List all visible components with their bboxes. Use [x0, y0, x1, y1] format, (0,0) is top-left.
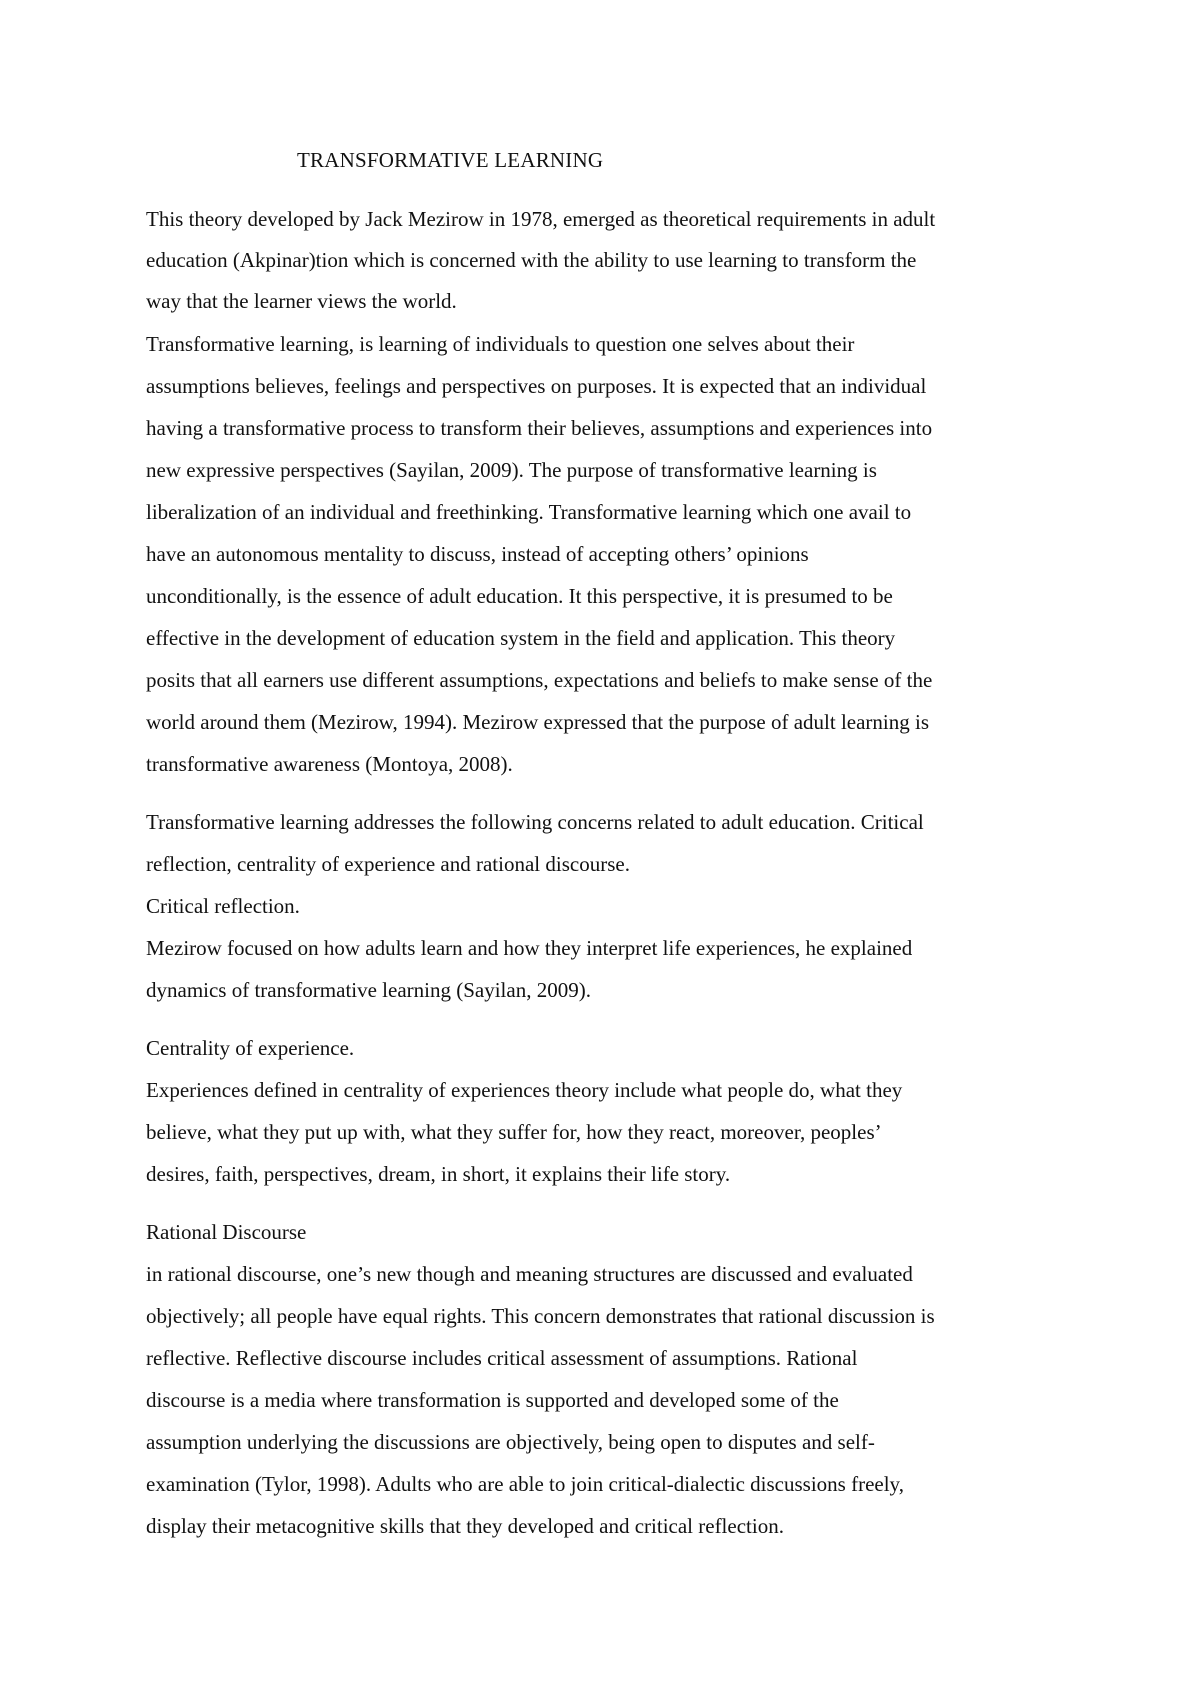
- paragraph-line: dynamics of transformative learning (Sayilan, 2009).: [146, 978, 591, 1002]
- paragraph-line: assumption underlying the discussions are objectively, being open to disputes and self-: [146, 1430, 875, 1454]
- paragraph-line: Transformative learning, is learning of individuals to question one selves about their: [146, 332, 855, 356]
- paragraph-line: This theory developed by Jack Mezirow in 1978, emerged as theoretical requirements in adult: [146, 207, 936, 231]
- paragraph-line: Experiences defined in centrality of experiences theory include what people do, what they: [146, 1078, 903, 1102]
- paragraph-line: assumptions believes, feelings and perspectives on purposes. It is expected that an individual: [146, 374, 927, 398]
- paragraph-line: way that the learner views the world.: [146, 289, 457, 313]
- document-title: TRANSFORMATIVE LEARNING: [297, 148, 604, 172]
- paragraph-line: examination (Tylor, 1998). Adults who are able to join critical-dialectic discussions freely,: [146, 1472, 904, 1496]
- paragraph-line: unconditionally, is the essence of adult education. It this perspective, it is presumed to be: [146, 584, 893, 608]
- paragraph-line: Transformative learning addresses the following concerns related to adult education. Critical: [146, 810, 924, 834]
- paragraph-line: having a transformative process to transform their believes, assumptions and experiences into: [146, 416, 933, 440]
- paragraph-line: discourse is a media where transformation is supported and developed some of the: [146, 1388, 839, 1412]
- section-heading-critical-reflection: Critical reflection.: [146, 894, 300, 918]
- section-heading-rational-discourse: Rational Discourse: [146, 1220, 307, 1244]
- paragraph-line: world around them (Mezirow, 1994). Mezirow expressed that the purpose of adult learning is: [146, 710, 930, 734]
- paragraph-line: desires, faith, perspectives, dream, in short, it explains their life story.: [146, 1162, 731, 1186]
- paragraph-line: objectively; all people have equal rights. This concern demonstrates that rational discussion is: [146, 1304, 935, 1328]
- paragraph-line: believe, what they put up with, what they suffer for, how they react, moreover, peoples’: [146, 1120, 882, 1144]
- paragraph-line: reflective. Reflective discourse includes critical assessment of assumptions. Rational: [146, 1346, 858, 1370]
- paragraph-line: reflection, centrality of experience and rational discourse.: [146, 852, 630, 876]
- paragraph-line: have an autonomous mentality to discuss, instead of accepting others’ opinions: [146, 542, 809, 566]
- paragraph-line: Mezirow focused on how adults learn and how they interpret life experiences, he explained: [146, 936, 913, 960]
- paragraph-line: education (Akpinar)tion which is concerned with the ability to use learning to transform the: [146, 248, 917, 272]
- paragraph-line: display their metacognitive skills that they developed and critical reflection.: [146, 1514, 784, 1538]
- paragraph-line: liberalization of an individual and freethinking. Transformative learning which one avail to: [146, 500, 912, 524]
- paragraph-line: posits that all earners use different assumptions, expectations and beliefs to make sense of the: [146, 668, 933, 692]
- paragraph-line: transformative awareness (Montoya, 2008).: [146, 752, 513, 776]
- paragraph-line: effective in the development of education system in the field and application. This theory: [146, 626, 896, 650]
- section-heading-centrality-of-experience: Centrality of experience.: [146, 1036, 355, 1060]
- paragraph-line: new expressive perspectives (Sayilan, 2009). The purpose of transformative learning is: [146, 458, 877, 482]
- paragraph-line: in rational discourse, one’s new though and meaning structures are discussed and evaluated: [146, 1262, 913, 1286]
